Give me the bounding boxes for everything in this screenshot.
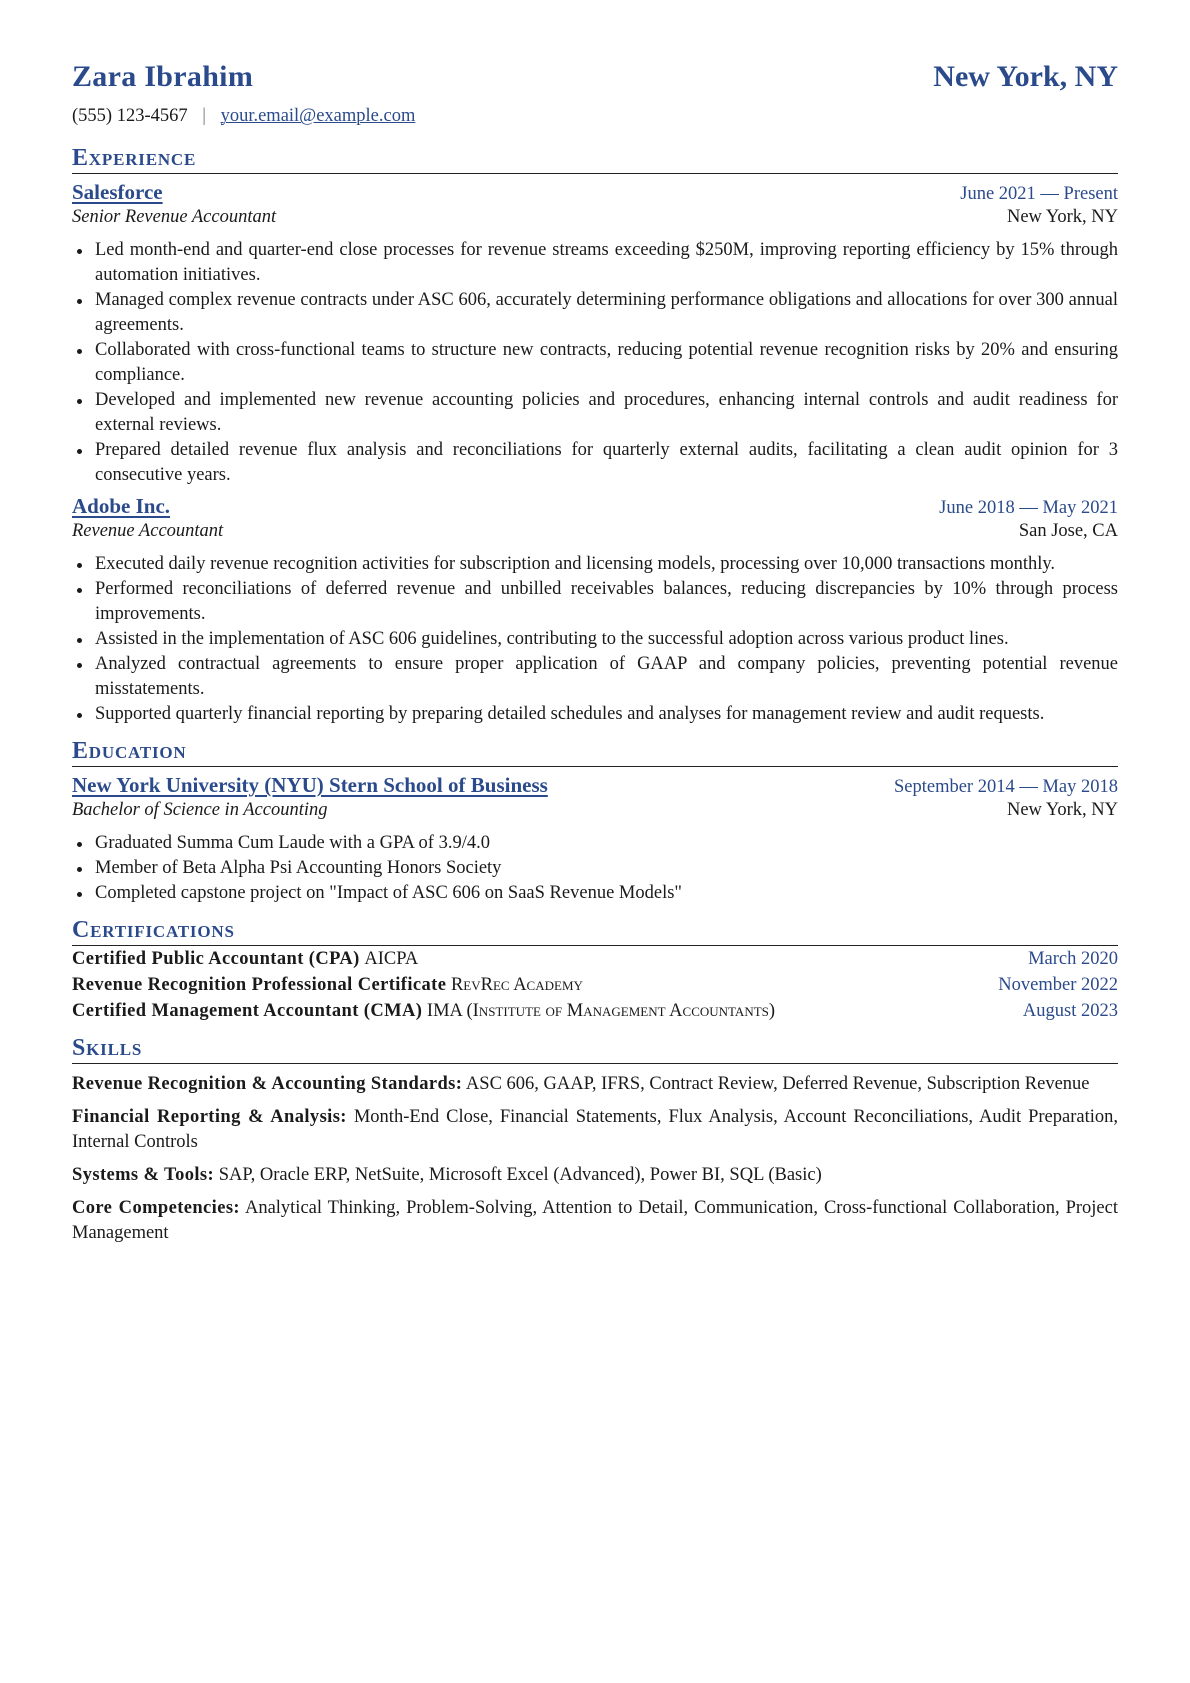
certification-name: Revenue Recognition Professional Certificate xyxy=(72,975,447,995)
job-location: New York, NY xyxy=(1006,207,1118,227)
certification-issuer: IMA (Institute of Management Accountants) xyxy=(426,1001,776,1021)
contact-separator: | xyxy=(202,106,206,126)
experience-section xyxy=(72,144,1118,727)
certification-item xyxy=(72,998,1118,1024)
candidate-location: New York, NY xyxy=(933,60,1118,93)
bullet-item: Prepared detailed revenue flux analysis and reconciliations for quarterly external audits, facilitating a clean audit opinion for 3 consecutive years. xyxy=(72,438,1118,488)
bullet-item: Completed capstone project on "Impact of ASC 606 on SaaS Revenue Models" xyxy=(72,881,1118,906)
company-link[interactable]: Adobe Inc. xyxy=(72,494,171,518)
section-title-education: Education xyxy=(72,737,1118,767)
certification-issuer: RevRec Academy xyxy=(450,975,583,995)
certification-name: Certified Management Accountant (CMA) xyxy=(72,1001,423,1021)
candidate-name: Zara Ibrahim xyxy=(72,60,254,93)
bullet-item: Analyzed contractual agreements to ensure proper application of GAAP and company policies, preventing potential revenue misstatements. xyxy=(72,652,1118,702)
job-title: Revenue Accountant xyxy=(72,521,224,541)
certification-date: November 2022 xyxy=(998,975,1118,995)
school-location: New York, NY xyxy=(1006,800,1118,820)
bullet-item: Member of Beta Alpha Psi Accounting Honors Society xyxy=(72,856,1118,881)
job-location: San Jose, CA xyxy=(1018,521,1118,541)
degree: Bachelor of Science in Accounting xyxy=(72,800,328,820)
experience-entry xyxy=(72,180,1118,488)
job-dates: June 2018 — May 2021 xyxy=(939,498,1118,518)
email-link[interactable]: your.email@example.com xyxy=(220,106,416,126)
bullet-item: Collaborated with cross-functional teams to structure new contracts, reducing potential revenue recognition risks by 20% and ensuring compliance. xyxy=(72,338,1118,388)
certification-issuer: AICPA xyxy=(364,949,419,969)
skill-group xyxy=(72,1105,1118,1155)
job-title: Senior Revenue Accountant xyxy=(72,207,277,227)
skill-label: Core Competencies: xyxy=(72,1198,240,1218)
skill-values: ASC 606, GAAP, IFRS, Contract Review, Deferred Revenue, Subscription Revenue xyxy=(465,1074,1090,1094)
phone-number: (555) 123-4567 xyxy=(72,106,188,126)
job-dates: June 2021 — Present xyxy=(960,184,1118,204)
certification-date: March 2020 xyxy=(1028,949,1118,969)
skill-group xyxy=(72,1163,1118,1188)
bullet-item: Assisted in the implementation of ASC 606 guidelines, contributing to the successful adoption across various product lines. xyxy=(72,627,1118,652)
certifications-section xyxy=(72,916,1118,1024)
skill-group xyxy=(72,1196,1118,1246)
skill-group xyxy=(72,1072,1118,1097)
contact-line xyxy=(72,106,1118,134)
bullet-item: Performed reconciliations of deferred revenue and unbilled receivables balances, reducing discrepancies by 10% through process improvements. xyxy=(72,577,1118,627)
skill-label: Systems & Tools: xyxy=(72,1165,215,1185)
certification-item xyxy=(72,972,1118,998)
school-link[interactable]: New York University (NYU) Stern School of Business xyxy=(72,773,548,797)
company-link[interactable]: Salesforce xyxy=(72,180,163,204)
bullet-item: Graduated Summa Cum Laude with a GPA of 3.9/4.0 xyxy=(72,831,1118,856)
certification-item xyxy=(72,946,1118,972)
job-bullets xyxy=(72,552,1118,727)
education-dates: September 2014 — May 2018 xyxy=(893,777,1118,797)
certification-name: Certified Public Accountant (CPA) xyxy=(72,949,360,969)
bullet-item: Managed complex revenue contracts under ASC 606, accurately determining performance obligations and allocations for over 300 annual agreements. xyxy=(72,288,1118,338)
education-section xyxy=(72,737,1118,906)
certification-date: August 2023 xyxy=(1022,1001,1118,1021)
section-title-skills: Skills xyxy=(72,1034,1118,1064)
bullet-item: Developed and implemented new revenue accounting policies and procedures, enhancing internal controls and audit readiness for external reviews. xyxy=(72,388,1118,438)
bullet-item: Led month-end and quarter-end close processes for revenue streams exceeding $250M, improving reporting efficiency by 15% through automation initiatives. xyxy=(72,238,1118,288)
bullet-item: Supported quarterly financial reporting by preparing detailed schedules and analyses for management review and audit requests. xyxy=(72,702,1118,727)
education-entry xyxy=(72,773,1118,906)
experience-entry xyxy=(72,494,1118,727)
section-title-certifications: Certifications xyxy=(72,916,1118,946)
skills-section xyxy=(72,1034,1118,1246)
skill-label: Revenue Recognition & Accounting Standards: xyxy=(72,1074,463,1094)
resume-header xyxy=(72,60,1118,102)
bullet-item: Executed daily revenue recognition activities for subscription and licensing models, processing over 10,000 transactions monthly. xyxy=(72,552,1118,577)
section-title-experience: Experience xyxy=(72,144,1118,174)
education-bullets xyxy=(72,831,1118,906)
skill-values: Analytical Thinking, Problem-Solving, Attention to Detail, Communication, Cross-functional Collaboration, Project Management xyxy=(72,1198,1118,1243)
skill-values: Month-End Close, Financial Statements, Flux Analysis, Account Reconciliations, Audit Preparation, Internal Controls xyxy=(72,1107,1119,1152)
skill-label: Financial Reporting & Analysis: xyxy=(72,1107,347,1127)
skill-values: SAP, Oracle ERP, NetSuite, Microsoft Excel (Advanced), Power BI, SQL (Basic) xyxy=(218,1165,822,1185)
resume-page xyxy=(72,60,1118,1246)
job-bullets xyxy=(72,238,1118,488)
